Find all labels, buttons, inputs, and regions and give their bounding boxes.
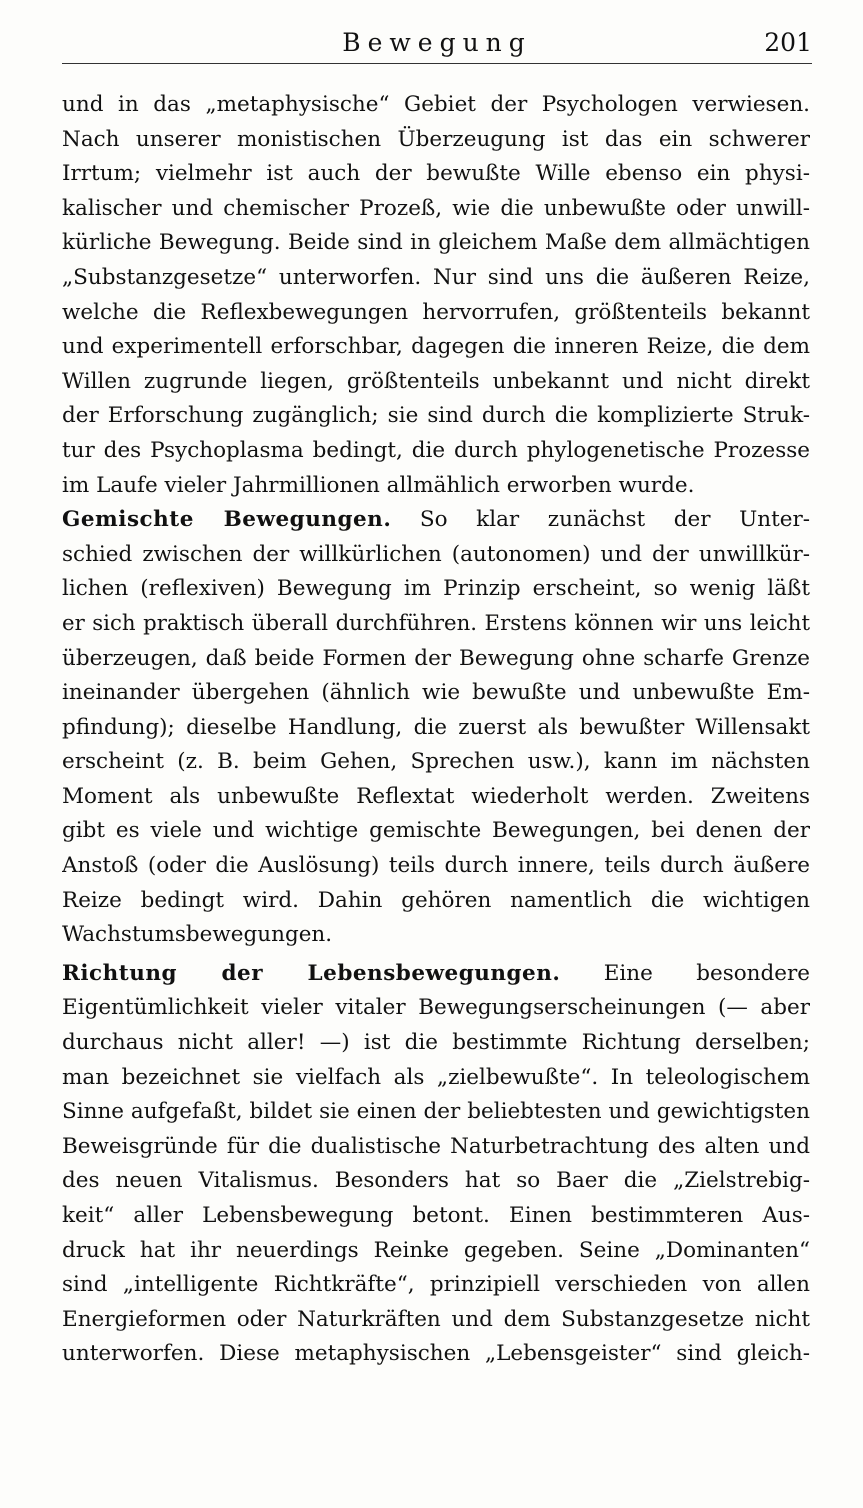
paragraph-richtung-der-lebensbewegungen	[62, 957, 810, 1372]
section-heading: Gemischte Bewegungen.	[62, 507, 392, 533]
text-line: Reize bedingt wird. Dahin gehören namentlich die wichtigen	[62, 887, 810, 913]
text-line: man bezeichnet sie vielfach als „zielbewußte“. In teleologischem	[62, 1064, 810, 1090]
text-line: des neuen Vitalismus. Besonders hat so Baer die „Zielstrebig-	[62, 1168, 810, 1194]
text-run: So klar zunächst der Unter-	[419, 507, 810, 533]
text-line: druck hat ihr neuerdings Reinke gegeben. Seine „Dominanten“	[62, 1237, 810, 1263]
text-line: unterworfen. Diese metaphysischen „Lebensgeister“ sind gleich-	[62, 1341, 810, 1367]
text-line: Anstoß (oder die Auslösung) teils durch innere, teils durch äußere	[62, 853, 810, 879]
paragraph-continuation	[62, 88, 810, 503]
text-line: Beweisgründe für die dualistische Naturbetrachtung des alten und	[62, 1133, 810, 1159]
text-line: durchaus nicht aller! —) ist die bestimmte Richtung derselben;	[62, 1030, 810, 1056]
text-line: pfindung); dieselbe Handlung, die zuerst als bewußter Willensakt	[62, 714, 810, 740]
paragraph-gemischte-bewegungen	[62, 503, 810, 953]
text-line: und experimentell erforschbar, dagegen die inneren Reize, die dem	[62, 334, 810, 360]
text-line: Sinne aufgefaßt, bildet sie einen der beliebtesten und gewichtigsten	[62, 1099, 810, 1125]
text-line: tur des Psychoplasma bedingt, die durch phylogenetische Prozesse	[62, 437, 810, 463]
text-line: welche die Reflexbewegungen hervorrufen, größtenteils bekannt	[62, 299, 810, 325]
text-line: Energieformen oder Naturkräften und dem Substanzgesetze nicht	[62, 1306, 810, 1332]
text-line: schied zwischen der willkürlichen (autonomen) und der unwillkür-	[62, 541, 810, 567]
text-line: sind „intelligente Richtkräfte“, prinzipiell verschieden von allen	[62, 1272, 810, 1298]
page-number: 201	[764, 28, 812, 57]
text-line-with-heading	[62, 957, 810, 992]
text-line: Irrtum; vielmehr ist auch der bewußte Wille ebenso ein physi-	[62, 161, 810, 187]
body-text	[62, 88, 810, 1372]
text-line: keit“ aller Lebensbewegung betont. Einen bestimmteren Aus-	[62, 1203, 810, 1228]
text-line: Eigentümlichkeit vieler vitaler Bewegungserscheinungen (— aber	[62, 995, 810, 1021]
text-line: er sich praktisch überall durchführen. Erstens können wir uns leicht	[62, 610, 810, 636]
text-line: Wachstumsbewegungen.	[62, 922, 333, 948]
text-line: lichen (reflexiven) Bewegung im Prinzip erscheint, so wenig läßt	[62, 576, 810, 602]
section-heading: Richtung der Lebensbewegungen.	[62, 960, 561, 986]
text-line: der Erforschung zugänglich; sie sind durch die komplizierte Struk-	[62, 403, 810, 429]
text-line: kalischer und chemischer Prozeß, wie die unbewußte oder unwill-	[62, 195, 810, 221]
text-line: kürliche Bewegung. Beide sind in gleichem Maße dem allmächtigen	[62, 230, 810, 256]
text-line: im Laufe vieler Jahrmillionen allmählich erworben wurde.	[62, 472, 695, 498]
running-head	[62, 28, 812, 62]
text-line: gibt es viele und wichtige gemischte Bewegungen, bei denen der	[62, 818, 810, 844]
text-line: Nach unserer monistischen Überzeugung ist das ein schwerer	[62, 126, 810, 152]
text-line: Willen zugrunde liegen, größtenteils unbekannt und nicht direkt	[62, 368, 810, 394]
text-run: Eine besondere	[603, 960, 810, 986]
text-line: überzeugen, daß beide Formen der Bewegung ohne scharfe Grenze	[62, 645, 810, 671]
text-line: erscheint (z. B. beim Gehen, Sprechen usw.), kann im nächsten	[62, 749, 810, 775]
text-line-with-heading	[62, 503, 810, 538]
text-line: und in das „metaphysische“ Gebiet der Psychologen verwiesen.	[62, 92, 810, 117]
header-rule	[62, 63, 812, 64]
running-title: Bewegung	[342, 28, 532, 57]
text-line: Moment als unbewußte Reflextat wiederholt werden. Zweitens	[62, 783, 810, 809]
text-line: „Substanzgesetze“ unterworfen. Nur sind uns die äußeren Reize,	[62, 264, 810, 290]
text-line: ineinander übergehen (ähnlich wie bewußte und unbewußte Em-	[62, 680, 810, 706]
